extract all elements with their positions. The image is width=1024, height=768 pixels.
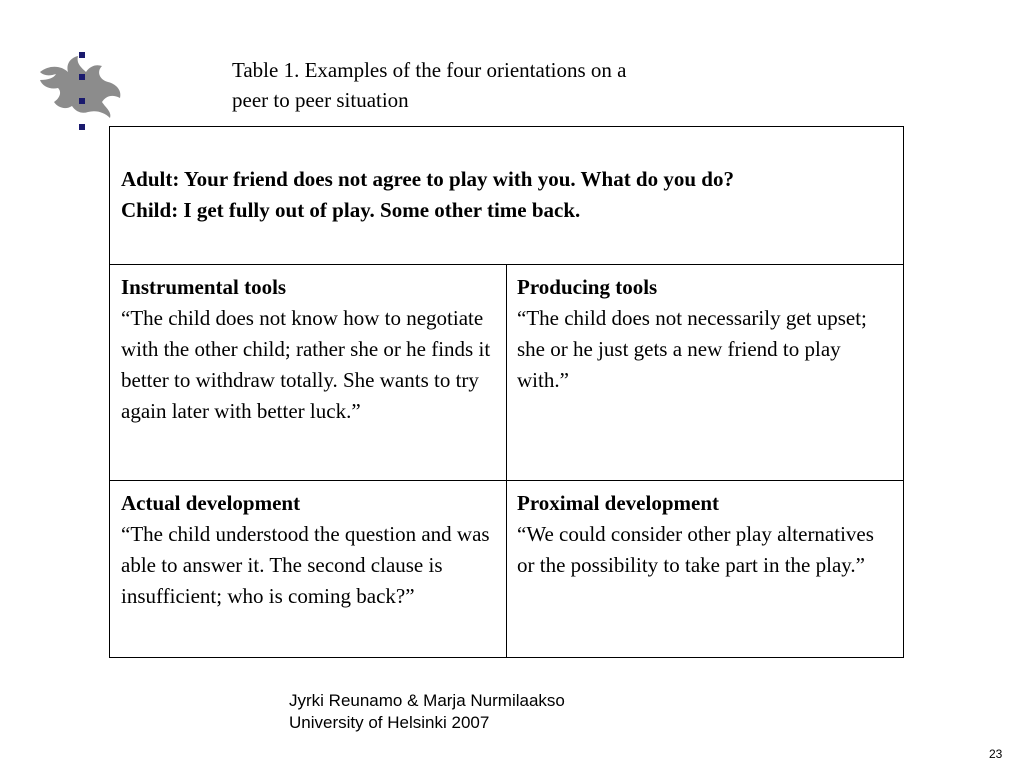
cell-title: Instrumental tools [121,275,287,299]
cell-title: Actual development [121,491,301,515]
footer-credits [289,690,565,734]
table-header-row [110,127,903,265]
table-row [110,265,903,481]
caption-line-2: peer to peer situation [232,88,409,112]
university-logo-icon [36,50,126,134]
cell-body: “The child does not know how to negotiate with the other child; rather she or he finds it better to withdraw totally. She wants to try again later with better luck.” [121,306,491,423]
cell-actual-development [110,481,507,657]
table-caption [232,55,752,115]
cell-body: “The child does not necessarily get upset; she or he just gets a new friend to play with.” [517,306,867,392]
orientations-table [109,126,904,658]
cell-instrumental-tools [110,265,507,480]
header-line-child: Child: I get fully out of play. Some other time back. [121,198,581,222]
cell-title: Proximal development [517,491,720,515]
caption-line-1: Table 1. Examples of the four orientations on a [232,58,627,82]
header-line-adult: Adult: Your friend does not agree to play with you. What do you do? [121,167,734,191]
table-header-text [121,164,891,226]
table-row [110,481,903,657]
cell-body: “We could consider other play alternatives or the possibility to take part in the play.” [517,522,874,577]
footer-authors: Jyrki Reunamo & Marja Nurmilaakso [289,691,565,710]
footer-institution: University of Helsinki 2007 [289,713,490,732]
cell-title: Producing tools [517,275,658,299]
page-number: 23 [989,747,1003,761]
cell-proximal-development [507,481,903,657]
cell-producing-tools [507,265,903,480]
cell-body: “The child understood the question and was able to answer it. The second clause is insufficient; who is coming back?” [121,522,490,608]
